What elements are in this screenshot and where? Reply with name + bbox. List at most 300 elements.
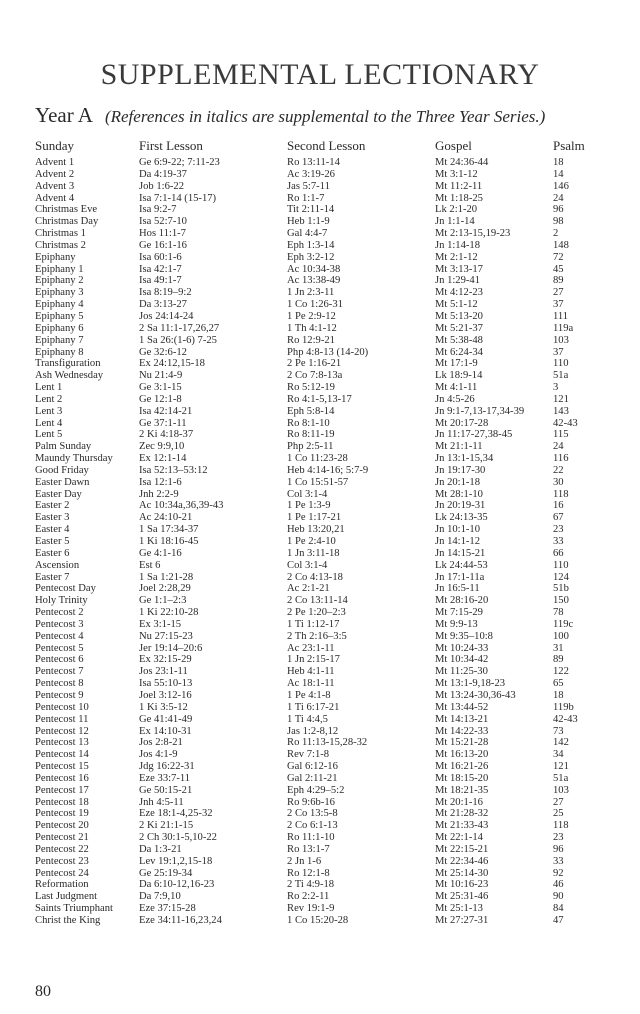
table-row — [35, 441, 603, 453]
second-lesson-cell: 1 Jn 2:3-11 — [287, 287, 335, 299]
first-lesson-cell: Nu 27:15-23 — [139, 630, 193, 642]
first-lesson-cell: Eze 33:7-11 — [139, 772, 191, 784]
second-lesson-cell: Ro 13:1-7 — [287, 843, 330, 855]
psalm-cell: 121 — [553, 393, 569, 405]
psalm-cell: 34 — [553, 749, 564, 761]
first-lesson-cell: 1 Sa 17:34-37 — [139, 524, 199, 536]
second-lesson-cell: Ro 8:1-10 — [287, 417, 330, 429]
first-lesson-cell: Ge 4:1-16 — [139, 547, 182, 559]
gospel-cell: Jn 13:1-15,34 — [435, 453, 494, 465]
first-lesson-cell: 2 Ch 30:1-5,10-22 — [139, 832, 217, 844]
table-row — [35, 903, 603, 915]
psalm-cell: 23 — [553, 524, 564, 536]
psalm-cell: 46 — [553, 879, 564, 891]
gospel-cell: Mt 24:36-44 — [435, 157, 489, 168]
first-lesson-cell: Da 3:13-27 — [139, 299, 187, 311]
psalm-cell: 96 — [553, 843, 564, 855]
psalm-cell: 30 — [553, 476, 564, 488]
second-lesson-cell: Ac 2:1-21 — [287, 583, 330, 595]
gospel-cell: Mt 18:15-20 — [435, 772, 489, 784]
second-lesson-cell: 1 Pe 4:1-8 — [287, 689, 331, 701]
table-row — [35, 737, 603, 749]
table-row — [35, 382, 603, 394]
psalm-cell: 2 — [553, 228, 559, 240]
first-lesson-cell: Isa 52:7-10 — [139, 216, 187, 228]
second-lesson-cell: Ro 2:2-11 — [287, 891, 330, 903]
column-header-gospel: Gospel — [435, 138, 472, 153]
second-lesson-cell: Eph 3:2-12 — [287, 251, 335, 263]
sunday-cell: Good Friday — [35, 464, 89, 476]
second-lesson-cell: Ac 23:1-11 — [287, 642, 335, 654]
table-row — [35, 204, 603, 216]
gospel-cell: Jn 9:1-7,13-17,34-39 — [435, 405, 525, 417]
gospel-cell: Mt 18:21-35 — [435, 784, 489, 796]
second-lesson-cell: Eph 4:29–5:2 — [287, 784, 345, 796]
sunday-cell: Pentecost 9 — [35, 689, 84, 701]
table-row — [35, 216, 603, 228]
table-row — [35, 169, 603, 181]
psalm-cell: 119b — [553, 701, 574, 713]
second-lesson-cell: Ac 10:34-38 — [287, 263, 341, 275]
table-row — [35, 560, 603, 572]
table-row — [35, 891, 603, 903]
table-row — [35, 844, 603, 856]
year-heading — [35, 103, 545, 128]
sunday-cell: Advent 1 — [35, 157, 75, 168]
table-row — [35, 536, 603, 548]
second-lesson-cell: 1 Pe 1:17-21 — [287, 512, 342, 524]
gospel-cell: Mt 3:1-12 — [435, 168, 478, 180]
psalm-cell: 110 — [553, 559, 569, 571]
gospel-cell: Jn 10:1-10 — [435, 524, 481, 536]
psalm-cell: 25 — [553, 808, 564, 820]
sunday-cell: Pentecost 20 — [35, 820, 89, 832]
table-row — [35, 500, 603, 512]
first-lesson-cell: Ge 32:6-12 — [139, 346, 187, 358]
gospel-cell: Mt 22:1-14 — [435, 832, 483, 844]
second-lesson-cell: 1 Ti 4:4,5 — [287, 713, 328, 725]
second-lesson-cell: Col 3:1-4 — [287, 488, 328, 500]
second-lesson-cell: 2 Co 7:8-13a — [287, 370, 343, 382]
table-row — [35, 358, 603, 370]
psalm-cell: 24 — [553, 192, 564, 204]
gospel-cell: Mt 17:1-9 — [435, 358, 478, 370]
second-lesson-cell: Ro 12:9-21 — [287, 334, 335, 346]
table-row — [35, 252, 603, 264]
second-lesson-cell: 2 Pe 1:20–2:3 — [287, 607, 346, 619]
table-row — [35, 868, 603, 880]
psalm-cell: 89 — [553, 275, 564, 287]
psalm-cell: 119a — [553, 322, 574, 334]
table-row — [35, 157, 603, 169]
sunday-cell: Transfiguration — [35, 358, 101, 370]
first-lesson-cell: Ex 12:1-14 — [139, 453, 187, 465]
table-row — [35, 797, 603, 809]
psalm-cell: 146 — [553, 180, 569, 192]
first-lesson-cell: Joel 2:28,29 — [139, 583, 191, 595]
gospel-cell: Mt 21:33-43 — [435, 820, 489, 832]
sunday-cell: Pentecost 17 — [35, 784, 89, 796]
sunday-cell: Pentecost 18 — [35, 796, 89, 808]
second-lesson-cell: Rev 19:1-9 — [287, 903, 335, 915]
sunday-cell: Christ the King — [35, 915, 101, 926]
table-row — [35, 832, 603, 844]
table-row — [35, 299, 603, 311]
psalm-cell: 100 — [553, 630, 569, 642]
sunday-cell: Easter 4 — [35, 524, 70, 536]
table-body — [35, 157, 603, 927]
first-lesson-cell: Ge 16:1-16 — [139, 239, 187, 251]
psalm-cell: 119c — [553, 618, 574, 630]
table-row — [35, 820, 603, 832]
first-lesson-cell: Zec 9:9,10 — [139, 441, 185, 453]
gospel-cell: Mt 14:13-21 — [435, 713, 489, 725]
table-row — [35, 548, 603, 560]
second-lesson-cell: 1 Co 15:51-57 — [287, 476, 349, 488]
first-lesson-cell: Isa 7:1-14 (15-17) — [139, 192, 217, 204]
gospel-cell: Mt 20:1-16 — [435, 796, 483, 808]
sunday-cell: Easter 2 — [35, 500, 70, 512]
table-row — [35, 856, 603, 868]
gospel-cell: Mt 5:1-12 — [435, 299, 478, 311]
first-lesson-cell: Jos 4:1-9 — [139, 749, 178, 761]
table-row — [35, 678, 603, 690]
gospel-cell: Mt 7:15-29 — [435, 607, 483, 619]
gospel-cell: Mt 20:17-28 — [435, 417, 489, 429]
first-lesson-cell: 1 Ki 3:5-12 — [139, 701, 188, 713]
table-row — [35, 583, 603, 595]
first-lesson-cell: Ge 6:9-22; 7:11-23 — [139, 157, 220, 168]
first-lesson-cell: Ge 50:15-21 — [139, 784, 193, 796]
first-lesson-cell: 1 Sa 26:(1-6) 7-25 — [139, 334, 217, 346]
table-row — [35, 915, 603, 927]
table-row — [35, 631, 603, 643]
table-row — [35, 394, 603, 406]
table-row — [35, 714, 603, 726]
psalm-cell: 111 — [553, 310, 569, 322]
gospel-cell: Jn 1:14-18 — [435, 239, 481, 251]
psalm-cell: 31 — [553, 642, 564, 654]
gospel-cell: Jn 14:1-12 — [435, 536, 481, 547]
sunday-cell: Pentecost 2 — [35, 607, 84, 619]
sunday-cell: Easter 3 — [35, 512, 70, 524]
first-lesson-cell: Da 7:9,10 — [139, 891, 181, 903]
second-lesson-cell: Php 2:5-11 — [287, 441, 334, 453]
second-lesson-cell: Ro 9:6b-16 — [287, 796, 335, 808]
table-row — [35, 418, 603, 430]
psalm-cell: 27 — [553, 796, 564, 808]
gospel-cell: Mt 5:13-20 — [435, 310, 483, 322]
sunday-cell: Easter 6 — [35, 547, 70, 559]
column-header-sunday: Sunday — [35, 138, 74, 153]
second-lesson-cell: 2 Co 4:13-18 — [287, 571, 343, 583]
sunday-cell: Pentecost 10 — [35, 701, 89, 713]
sunday-cell: Epiphany 7 — [35, 334, 84, 346]
table-row — [35, 335, 603, 347]
second-lesson-cell: 1 Ti 1:12-17 — [287, 618, 340, 630]
year-label: Year A — [35, 103, 93, 127]
gospel-cell: Mt 4:1-11 — [435, 382, 478, 394]
psalm-cell: 118 — [553, 488, 569, 500]
gospel-cell: Mt 4:12-23 — [435, 287, 483, 299]
second-lesson-cell: 1 Jn 3:11-18 — [287, 547, 340, 559]
sunday-cell: Maundy Thursday — [35, 453, 113, 465]
table-row — [35, 643, 603, 655]
second-lesson-cell: 1 Co 11:23-28 — [287, 453, 348, 465]
second-lesson-cell: Jas 1:2-8,12 — [287, 725, 339, 737]
psalm-cell: 24 — [553, 441, 564, 453]
table-row — [35, 477, 603, 489]
table-row — [35, 370, 603, 382]
second-lesson-cell: Gal 2:11-21 — [287, 772, 338, 784]
first-lesson-cell: Jos 24:14-24 — [139, 310, 194, 322]
second-lesson-cell: Eph 5:8-14 — [287, 405, 335, 417]
table-row — [35, 323, 603, 335]
sunday-cell: Epiphany — [35, 251, 76, 263]
table-row — [35, 264, 603, 276]
sunday-cell: Epiphany 4 — [35, 299, 84, 311]
table-row — [35, 240, 603, 252]
psalm-cell: 33 — [553, 855, 564, 867]
sunday-cell: Christmas 1 — [35, 228, 86, 240]
first-lesson-cell: Jdg 16:22-31 — [139, 761, 195, 773]
sunday-cell: Lent 5 — [35, 429, 63, 441]
sunday-cell: Christmas 2 — [35, 239, 86, 251]
second-lesson-cell: Php 4:8-13 (14-20) — [287, 346, 369, 358]
first-lesson-cell: Jos 23:1-11 — [139, 666, 188, 678]
sunday-cell: Lent 2 — [35, 393, 63, 405]
table-row — [35, 726, 603, 738]
gospel-cell: Mt 13:24-30,36-43 — [435, 689, 516, 701]
gospel-cell: Mt 22:34-46 — [435, 855, 489, 867]
table-row — [35, 749, 603, 761]
psalm-cell: 116 — [553, 453, 569, 465]
second-lesson-cell: 1 Th 4:1-12 — [287, 322, 337, 334]
table-row — [35, 619, 603, 631]
table-row — [35, 429, 603, 441]
first-lesson-cell: Jnh 4:5-11 — [139, 796, 184, 808]
second-lesson-cell: Gal 6:12-16 — [287, 761, 338, 773]
sunday-cell: Pentecost 14 — [35, 749, 89, 761]
gospel-cell: Mt 3:13-17 — [435, 263, 483, 275]
first-lesson-cell: Ex 24:12,15-18 — [139, 358, 205, 370]
gospel-cell: Mt 22:15-21 — [435, 843, 489, 855]
gospel-cell: Jn 4:5-26 — [435, 393, 475, 405]
psalm-cell: 115 — [553, 429, 569, 441]
psalm-cell: 23 — [553, 832, 564, 844]
gospel-cell: Mt 1:18-25 — [435, 192, 483, 204]
italics-note: (References in italics are supplemental to the Three Year Series.) — [104, 107, 546, 126]
psalm-cell: 67 — [553, 512, 564, 524]
table-row — [35, 347, 603, 359]
sunday-cell: Advent 2 — [35, 168, 75, 180]
second-lesson-cell: Ro 8:11-19 — [287, 429, 335, 441]
psalm-cell: 84 — [553, 903, 564, 915]
psalm-cell: 51b — [553, 583, 569, 595]
psalm-cell: 103 — [553, 334, 569, 346]
gospel-cell: Mt 16:21-26 — [435, 761, 489, 773]
first-lesson-cell: Eze 18:1-4,25-32 — [139, 808, 213, 820]
gospel-cell: Jn 14:15-21 — [435, 547, 486, 559]
first-lesson-cell: Ge 41:41-49 — [139, 713, 193, 725]
first-lesson-cell: Jer 19:14–20:6 — [139, 642, 203, 654]
gospel-cell: Jn 11:17-27,38-45 — [435, 429, 513, 441]
sunday-cell: Lent 1 — [35, 382, 63, 394]
first-lesson-cell: Nu 21:4-9 — [139, 370, 183, 382]
gospel-cell: Jn 20:1-18 — [435, 476, 481, 488]
page-number: 80 — [35, 983, 51, 1000]
psalm-cell: 22 — [553, 464, 564, 476]
psalm-cell: 142 — [553, 737, 569, 749]
gospel-cell: Jn 19:17-30 — [435, 464, 486, 476]
first-lesson-cell: Isa 55:10-13 — [139, 678, 193, 690]
table-row — [35, 193, 603, 205]
second-lesson-cell: Ro 4:1-5,13-17 — [287, 393, 352, 405]
psalm-cell: 45 — [553, 263, 564, 275]
sunday-cell: Pentecost 3 — [35, 618, 84, 630]
psalm-cell: 103 — [553, 784, 569, 796]
psalm-cell: 143 — [553, 405, 569, 417]
second-lesson-cell: Ro 11:13-15,28-32 — [287, 737, 368, 749]
psalm-cell: 92 — [553, 867, 564, 879]
sunday-cell: Lent 4 — [35, 417, 63, 429]
table-row — [35, 879, 603, 891]
second-lesson-cell: 1 Jn 2:15-17 — [287, 654, 340, 666]
sunday-cell: Easter 5 — [35, 536, 70, 547]
sunday-cell: Lent 3 — [35, 405, 63, 417]
second-lesson-cell: 1 Co 15:20-28 — [287, 915, 349, 926]
second-lesson-cell: 1 Pe 2:9-12 — [287, 310, 336, 322]
table-row — [35, 453, 603, 465]
second-lesson-cell: Heb 1:1-9 — [287, 216, 330, 228]
first-lesson-cell: Da 4:19-37 — [139, 168, 187, 180]
sunday-cell: Pentecost 4 — [35, 630, 84, 642]
sunday-cell: Pentecost 8 — [35, 678, 84, 690]
first-lesson-cell: Ge 12:1-8 — [139, 393, 182, 405]
second-lesson-cell: 2 Ti 4:9-18 — [287, 879, 335, 891]
second-lesson-cell: 1 Pe 2:4-10 — [287, 536, 336, 547]
psalm-cell: 98 — [553, 216, 564, 228]
first-lesson-cell: Ex 32:15-29 — [139, 654, 192, 666]
gospel-cell: Lk 2:1-20 — [435, 204, 478, 216]
gospel-cell: Lk 18:9-14 — [435, 370, 483, 382]
gospel-cell: Mt 6:24-34 — [435, 346, 483, 358]
psalm-cell: 47 — [553, 915, 564, 926]
second-lesson-cell: 2 Jn 1-6 — [287, 855, 322, 867]
second-lesson-cell: 2 Co 13:5-8 — [287, 808, 338, 820]
second-lesson-cell: Tit 2:11-14 — [287, 204, 335, 216]
sunday-cell: Pentecost 12 — [35, 725, 89, 737]
gospel-cell: Jn 20:19-31 — [435, 500, 486, 512]
sunday-cell: Pentecost Day — [35, 583, 96, 595]
sunday-cell: Ascension — [35, 559, 80, 571]
table-row — [35, 524, 603, 536]
second-lesson-cell: Rev 7:1-8 — [287, 749, 330, 761]
first-lesson-cell: 1 Sa 1:21-28 — [139, 571, 194, 583]
second-lesson-cell: Ro 12:1-8 — [287, 867, 330, 879]
psalm-cell: 42-43 — [553, 713, 578, 725]
table-row — [35, 666, 603, 678]
column-header-psalm: Psalm — [553, 138, 585, 153]
gospel-cell: Mt 13:44-52 — [435, 701, 489, 713]
gospel-cell: Mt 25:31-46 — [435, 891, 489, 903]
psalm-cell: 122 — [553, 666, 569, 678]
gospel-cell: Mt 5:21-37 — [435, 322, 483, 334]
sunday-cell: Advent 4 — [35, 192, 75, 204]
table-row — [35, 595, 603, 607]
psalm-cell: 37 — [553, 299, 564, 311]
psalm-cell: 78 — [553, 607, 564, 619]
first-lesson-cell: Lev 19:1,2,15-18 — [139, 855, 213, 867]
first-lesson-cell: Isa 52:13–53:12 — [139, 464, 208, 476]
second-lesson-cell: Ac 3:19-26 — [287, 168, 335, 180]
second-lesson-cell: Ro 13:11-14 — [287, 157, 340, 168]
table-row — [35, 761, 603, 773]
table-header-row — [35, 138, 603, 157]
table-row — [35, 607, 603, 619]
first-lesson-cell: Isa 9:2-7 — [139, 204, 177, 216]
second-lesson-cell: Gal 4:4-7 — [287, 228, 328, 240]
gospel-cell: Mt 11:25-30 — [435, 666, 488, 678]
first-lesson-cell: Est 6 — [139, 559, 161, 571]
second-lesson-cell: 2 Pe 1:16-21 — [287, 358, 342, 370]
sunday-cell: Saints Triumphant — [35, 903, 113, 915]
first-lesson-cell: Jos 2:8-21 — [139, 737, 183, 749]
psalm-cell: 89 — [553, 654, 564, 666]
psalm-cell: 18 — [553, 157, 564, 168]
first-lesson-cell: Da 6:10-12,16-23 — [139, 879, 215, 891]
sunday-cell: Pentecost 24 — [35, 867, 89, 879]
psalm-cell: 18 — [553, 689, 564, 701]
second-lesson-cell: 1 Pe 1:3-9 — [287, 500, 331, 512]
page-title: SUPPLEMENTAL LECTIONARY — [100, 58, 540, 91]
first-lesson-cell: Da 1:3-21 — [139, 843, 182, 855]
first-lesson-cell: Ge 37:1-11 — [139, 417, 187, 429]
psalm-cell: 51a — [553, 370, 569, 382]
gospel-cell: Mt 28:16-20 — [435, 595, 489, 607]
sunday-cell: Pentecost 23 — [35, 855, 89, 867]
second-lesson-cell: Ro 1:1-7 — [287, 192, 325, 204]
sunday-cell: Pentecost 16 — [35, 772, 89, 784]
psalm-cell: 118 — [553, 820, 569, 832]
first-lesson-cell: Isa 12:1-6 — [139, 476, 182, 488]
table-row — [35, 512, 603, 524]
second-lesson-cell: Heb 4:14-16; 5:7-9 — [287, 464, 369, 476]
gospel-cell: Lk 24:13-35 — [435, 512, 488, 524]
lectionary-table — [35, 138, 603, 927]
table-row — [35, 654, 603, 666]
table-row — [35, 785, 603, 797]
psalm-cell: 14 — [553, 168, 564, 180]
gospel-cell: Jn 17:1-11a — [435, 571, 485, 583]
gospel-cell: Mt 2:13-15,19-23 — [435, 228, 511, 240]
psalm-cell: 110 — [553, 358, 569, 370]
second-lesson-cell: Ac 13:38-49 — [287, 275, 341, 287]
gospel-cell: Mt 21:28-32 — [435, 808, 489, 820]
psalm-cell: 37 — [553, 346, 564, 358]
sunday-cell: Christmas Eve — [35, 204, 98, 216]
sunday-cell: Pentecost 15 — [35, 761, 89, 773]
table-row — [35, 702, 603, 714]
gospel-cell: Mt 16:13-20 — [435, 749, 489, 761]
table-row — [35, 406, 603, 418]
first-lesson-cell: Ex 3:1-15 — [139, 618, 182, 630]
first-lesson-cell: 1 Ki 22:10-28 — [139, 607, 199, 619]
first-lesson-cell: Ac 24:10-21 — [139, 512, 193, 524]
sunday-cell: Epiphany 8 — [35, 346, 84, 358]
sunday-cell: Epiphany 2 — [35, 275, 84, 287]
psalm-cell: 51a — [553, 772, 569, 784]
